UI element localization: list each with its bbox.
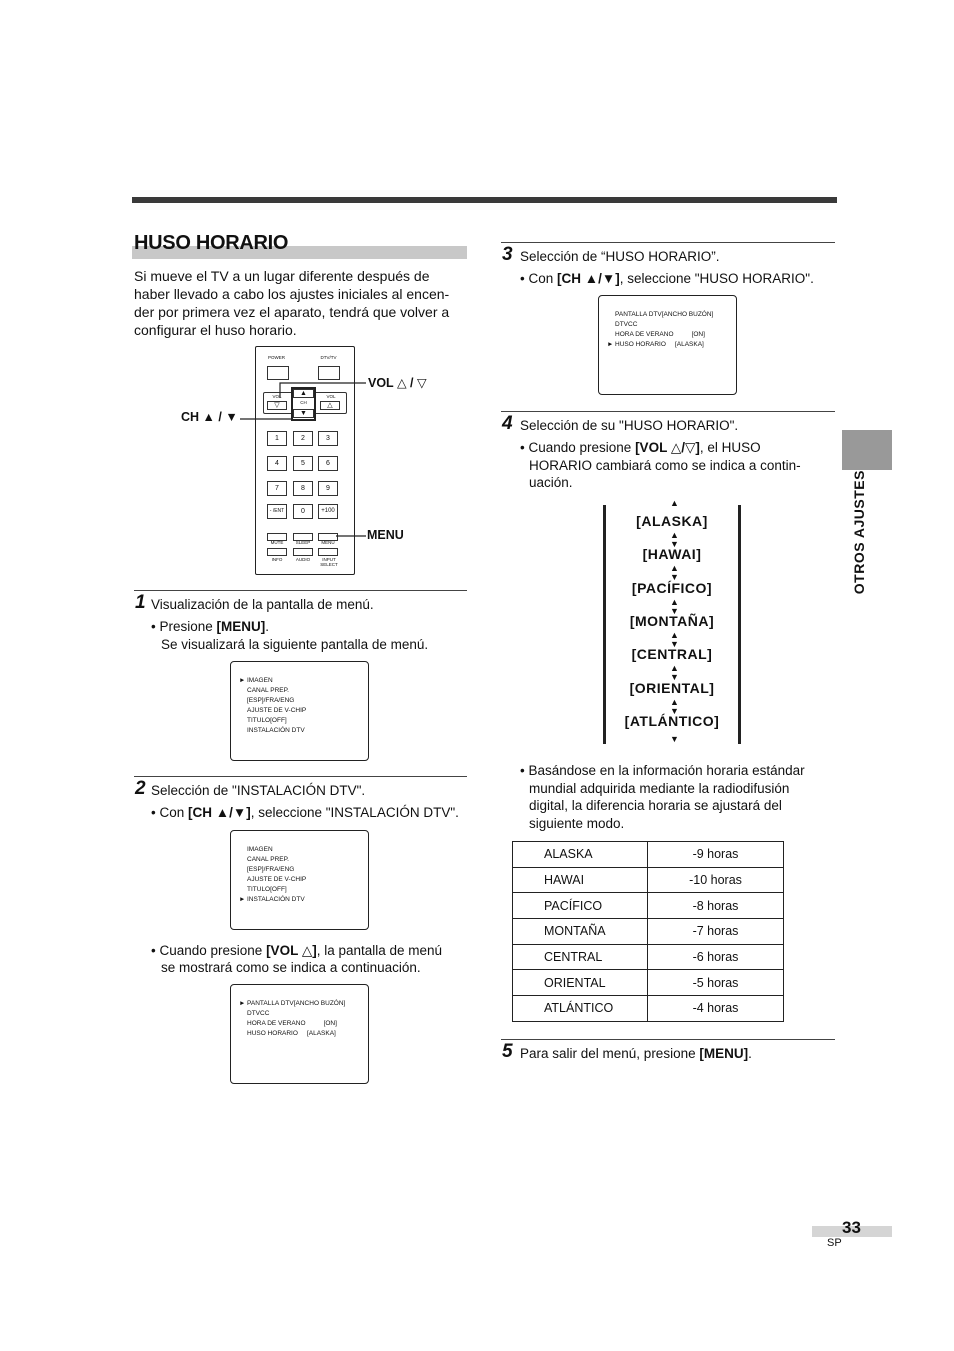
ch-callout: CH ▲ / ▼ <box>181 410 238 424</box>
hours-cell: -7 horas <box>648 919 784 945</box>
timezone-cycle <box>603 498 741 744</box>
intro-paragraph: Si mueve el TV a un lugar diferente después de haber llevado a cabo los ajustes iniciales al encen-der por primera vez el aparato, tendrá que volver a configurar el huso horario. <box>134 268 450 338</box>
double-arrow-icon: ▲ ▼ <box>670 629 679 649</box>
menu-line-text: HUSO HORARIO [ALASKA] <box>615 341 704 348</box>
ch-up-button: ▲ <box>293 389 314 398</box>
table-row <box>513 842 784 868</box>
menu-line-text: HUSO HORARIO [ALASKA] <box>247 1030 336 1037</box>
zone-cell: HAWAI <box>513 867 648 893</box>
menu-line <box>607 340 713 350</box>
menu-line-text: INSTALACIÓN DTV <box>247 896 305 903</box>
ch-down-button: ▼ <box>293 409 314 418</box>
menu-line <box>247 855 306 865</box>
vol-down-button: ▽ <box>267 401 287 410</box>
menu-line-text: [ESP]/FRA/ENG <box>247 697 295 704</box>
menu-line <box>247 1019 345 1029</box>
menu-line <box>247 1029 345 1039</box>
input-label: INPUT SELECT <box>320 557 338 567</box>
menu-line-text: IMAGEN <box>247 846 273 853</box>
zero-button: 0 <box>293 504 313 519</box>
zone-option: [ATLÁNTICO] <box>624 712 720 729</box>
menu-line <box>239 895 306 905</box>
zone-option: [PACÍFICO] <box>631 579 713 596</box>
menu-line-text: AJUSTE DE V-CHIP <box>247 707 307 714</box>
vol-right-label: VOL <box>326 394 336 399</box>
hours-cell: -6 horas <box>648 944 784 970</box>
step4-bullet2-line4: siguiente modo. <box>529 816 625 831</box>
digit-3-button: 3 <box>318 431 338 446</box>
digit-4-button: 4 <box>267 456 287 471</box>
step2-bullet: • Con [CH ▲/▼], seleccione "INSTALACIÓN DTV". <box>151 805 459 820</box>
step2-text: Selección de "INSTALACIÓN DTV". <box>151 783 366 798</box>
menu-line-text: CANAL PREP. <box>247 687 289 694</box>
ch-label: CH <box>300 400 307 405</box>
callout-lines <box>240 370 370 550</box>
table-row <box>513 996 784 1022</box>
vol-callout: VOL △ / ▽ <box>368 376 427 390</box>
step4-text: Selección de su "HUSO HORARIO". <box>520 418 739 433</box>
menu-label: MENU <box>321 540 335 545</box>
hours-cell: -4 horas <box>648 996 784 1022</box>
step4-number: 4 <box>502 413 513 434</box>
menu-line-text: IMAGEN <box>247 677 273 684</box>
arrow-down-icon: ▼ <box>670 734 679 744</box>
hours-cell: -10 horas <box>648 867 784 893</box>
plus100-button: +100 <box>318 504 338 519</box>
power-label: POWER <box>267 355 285 360</box>
double-arrow-icon: ▲ ▼ <box>670 696 679 716</box>
menu-line-text: PANTALLA DTV[ANCHO BUZÓN] <box>247 1000 346 1007</box>
digit-8-button: 8 <box>293 481 313 496</box>
menu-line <box>247 706 306 716</box>
digit-5-button: 5 <box>293 456 313 471</box>
zone-option: [ORIENTAL] <box>629 679 715 696</box>
menu-line <box>247 885 306 895</box>
digit-9-button: 9 <box>318 481 338 496</box>
top-rule <box>132 197 837 203</box>
step3-number: 3 <box>502 244 513 265</box>
step4-bullet2-line3: digital, la diferencia horaria se ajustará del <box>529 798 782 813</box>
selection-marker-icon: ► <box>607 341 614 348</box>
menu-line-text: HORA DE VERANO [ON] <box>247 1020 337 1027</box>
step4-bullet: • Cuando presione [VOL △/▽], el HUSO <box>520 440 761 455</box>
menu-line <box>247 865 306 875</box>
selection-marker-icon: ► <box>239 896 246 903</box>
hours-cell: -5 horas <box>648 970 784 996</box>
menu-line-text: AJUSTE DE V-CHIP <box>247 876 307 883</box>
menu-line <box>239 676 306 686</box>
step4-bullet2: • Basándose en la información horaria estándar <box>520 763 805 778</box>
vol-up-button: △ <box>320 401 340 410</box>
menu-line <box>615 320 713 330</box>
menu-line <box>247 726 306 736</box>
table-row <box>513 944 784 970</box>
menu-line <box>615 310 713 320</box>
hours-cell: -9 horas <box>648 842 784 868</box>
digit-2-button: 2 <box>293 431 313 446</box>
ent-button: - /ENT <box>267 504 287 519</box>
zone-cell: ATLÁNTICO <box>513 996 648 1022</box>
zone-option: [ALASKA] <box>636 513 708 529</box>
menu-line-text: INSTALACIÓN DTV <box>247 727 305 734</box>
menu-line-text: TITULO[OFF] <box>247 886 287 893</box>
step4-bullet-line3: uación. <box>529 475 573 490</box>
zone-cell: MONTAÑA <box>513 919 648 945</box>
menu-line-text: CANAL PREP. <box>247 856 289 863</box>
step1-number: 1 <box>135 592 146 613</box>
step3-text: Selección de “HUSO HORARIO”. <box>520 249 720 264</box>
digit-1-button: 1 <box>267 431 287 446</box>
table-row <box>513 919 784 945</box>
arrow-up-icon: ▲ <box>670 498 679 508</box>
zone-cell: ALASKA <box>513 842 648 868</box>
double-arrow-icon: ▲ ▼ <box>670 530 679 549</box>
step1-bullet: • Presione [MENU]. <box>151 619 270 634</box>
menu-screen-1 <box>230 661 369 761</box>
step3-rule <box>501 242 835 243</box>
menu-callout: MENU <box>367 528 404 542</box>
vol-left-label: VOL <box>272 394 282 399</box>
audio-label: AUDIO <box>295 557 311 562</box>
zone-cell: PACÍFICO <box>513 893 648 919</box>
menu-line <box>247 696 306 706</box>
table-row <box>513 893 784 919</box>
dtvtv-label: DTV/TV <box>320 355 337 360</box>
menu-screen-4 <box>598 295 737 395</box>
menu-screen-3 <box>230 984 369 1084</box>
step2-number: 2 <box>135 778 146 799</box>
table-row <box>513 970 784 996</box>
step5-rule <box>501 1039 835 1040</box>
vol-callout-line <box>280 383 366 398</box>
sidebar-section-label: OTROS AJUSTES <box>851 470 867 595</box>
step5-text: Para salir del menú, presione [MENU]. <box>520 1046 752 1061</box>
timezone-table <box>512 841 784 1022</box>
language-code: SP <box>827 1237 842 1249</box>
step4-rule <box>501 411 835 412</box>
menu-line <box>239 999 346 1009</box>
zone-option: [HAWAI] <box>642 546 702 563</box>
sleep-label: SLEEP <box>295 540 311 545</box>
page-title: HUSO HORARIO <box>134 232 289 254</box>
step3-bullet: • Con [CH ▲/▼], seleccione "HUSO HORARIO". <box>520 271 814 286</box>
info-label: INFO <box>271 557 283 562</box>
selection-marker-icon: ► <box>239 1000 246 1007</box>
step1-bullet-cont: Se visualizará la siguiente pantalla de menú. <box>161 637 429 652</box>
menu-line <box>247 686 306 696</box>
step2-bullet2-cont: se mostrará como se indica a continuación. <box>161 960 421 975</box>
step2-rule <box>134 776 467 777</box>
menu-line-text: TITULO[OFF] <box>247 717 287 724</box>
step1-rule <box>134 590 467 591</box>
step5-number: 5 <box>502 1041 513 1062</box>
page-number: 33 <box>842 1218 861 1237</box>
mute-label: MUTE <box>270 540 284 545</box>
zone-option: [CENTRAL] <box>631 646 713 663</box>
zone-cell: CENTRAL <box>513 944 648 970</box>
digit-7-button: 7 <box>267 481 287 496</box>
double-arrow-icon: ▲ ▼ <box>670 663 679 683</box>
menu-line <box>247 716 306 726</box>
menu-line-text: DTVCC <box>615 321 638 328</box>
double-arrow-icon: ▲ ▼ <box>670 596 679 616</box>
digit-6-button: 6 <box>318 456 338 471</box>
menu-line <box>615 330 713 340</box>
menu-line-text: [ESP]/FRA/ENG <box>247 866 295 873</box>
menu-line <box>247 875 306 885</box>
double-arrow-icon: ▲ ▼ <box>670 563 679 583</box>
menu-line-text: DTVCC <box>247 1010 270 1017</box>
step2-bullet2: • Cuando presione [VOL △], la pantalla de menú <box>151 943 443 958</box>
menu-line <box>247 1009 345 1019</box>
sidebar-tab <box>842 430 892 470</box>
menu-screen-2 <box>230 830 369 930</box>
menu-line-text: HORA DE VERANO [ON] <box>615 331 705 338</box>
step4-bullet2-line2: mundial adquirida mediante la radiodifusión <box>529 781 790 796</box>
step1-text: Visualización de la pantalla de menú. <box>151 597 374 612</box>
menu-line <box>247 845 306 855</box>
menu-line-text: PANTALLA DTV[ANCHO BUZÓN] <box>615 311 714 318</box>
table-row <box>513 867 784 893</box>
hours-cell: -8 horas <box>648 893 784 919</box>
zone-option: [MONTAÑA] <box>629 612 715 629</box>
zone-cell: ORIENTAL <box>513 970 648 996</box>
step4-bullet-line2: HORARIO cambiará como se indica a contin- <box>529 458 801 473</box>
selection-marker-icon: ► <box>239 677 246 684</box>
